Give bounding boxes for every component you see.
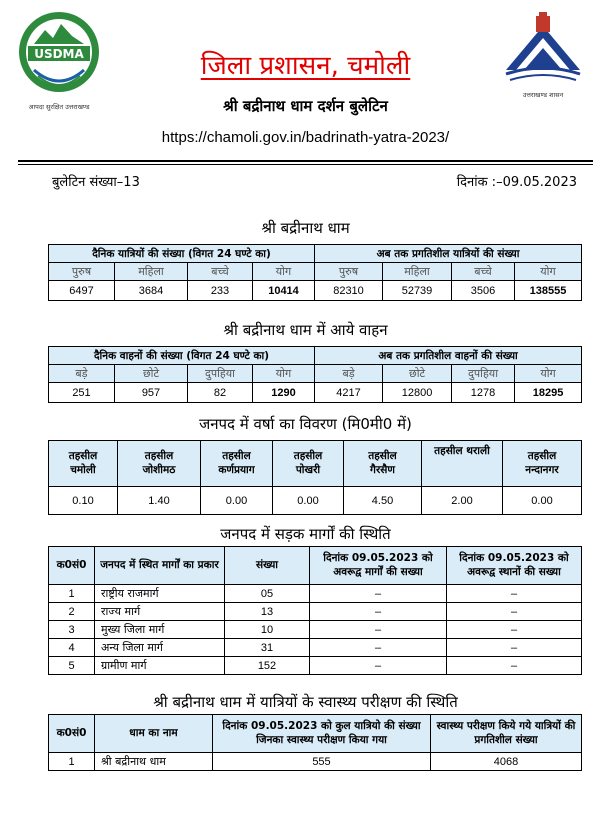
column-header: योग — [253, 263, 315, 281]
column-header: दुपहिया — [188, 365, 253, 383]
table-cell: 82 — [188, 383, 253, 403]
health-col-dham: धाम का नाम — [95, 715, 213, 753]
table-cell: 957 — [115, 383, 188, 403]
uttarakhand-caption: उत्तराखण्ड शासन — [522, 91, 564, 99]
roads-col-sno: क0सं0 — [49, 547, 95, 585]
column-header: बड़े — [49, 365, 115, 383]
table-cell: 0.00 — [201, 487, 273, 515]
column-header: बच्चे — [452, 263, 515, 281]
health-col-today: दिनांक 09.05.2023 को कुल यात्रियो की संख्या जिनका स्वास्थ्य परीक्षण किया गया — [213, 715, 431, 753]
rainfall-section-title: जनपद में वर्षा का विवरण (मि0मी0 में) — [199, 415, 412, 433]
bulletin-url[interactable]: https://chamoli.gov.in/badrinath-yatra-2023/ — [161, 129, 450, 146]
rainfall-col-chamoli: तहसील चमोली — [49, 441, 118, 487]
pilgrims-daily-header: दैनिक यात्रियों की संख्या (विगत 24 घण्टे का) — [49, 245, 315, 263]
table-cell-total: 18295 — [515, 383, 582, 403]
table-cell: 233 — [188, 281, 253, 301]
table-cell: 2.00 — [422, 487, 503, 515]
table-cell: 0.00 — [503, 487, 582, 515]
pilgrims-section-title: श्री बद्रीनाथ धाम — [261, 219, 350, 237]
table-cell: 1278 — [452, 383, 515, 403]
table-cell: 12800 — [383, 383, 452, 403]
vehicles-daily-header: दैनिक वाहनों की संख्या (विगत 24 घण्टे का) — [49, 347, 315, 365]
health-col-sno: क0सं0 — [49, 715, 95, 753]
rainfall-col-gairsain: तहसील गैरसैण — [344, 441, 422, 487]
column-header: बड़े — [315, 365, 383, 383]
rainfall-col-pokhari: तहसील पोखरी — [273, 441, 344, 487]
office-title: जिला प्रशासन, चमोली — [200, 51, 411, 81]
column-header: योग — [515, 263, 582, 281]
rainfall-col-tharali: तहसील थराली — [422, 441, 503, 487]
vehicles-section-title: श्री बद्रीनाथ धाम में आये वाहन — [223, 321, 388, 339]
column-header: महिला — [383, 263, 452, 281]
column-header: छोटे — [383, 365, 452, 383]
vehicles-table — [48, 346, 582, 403]
header-divider — [18, 160, 593, 162]
table-cell: 251 — [49, 383, 115, 403]
roads-section-title: जनपद में सड़क मार्गों की स्थिति — [220, 525, 391, 543]
bulletin-title: श्री बद्रीनाथ धाम दर्शन बुलेटिन — [223, 97, 388, 115]
table-cell-total: 1290 — [253, 383, 315, 403]
table-cell-total: 138555 — [515, 281, 582, 301]
rainfall-table — [48, 440, 582, 515]
table-row: 4 अन्य जिला मार्ग 31 – – — [49, 639, 582, 657]
table-row: 1 राष्ट्रीय राजमार्ग 05 – – — [49, 585, 582, 603]
column-header: योग — [515, 365, 582, 383]
table-cell: 3684 — [115, 281, 188, 301]
table-row: 3 मुख्य जिला मार्ग 10 – – — [49, 621, 582, 639]
table-cell: 52739 — [383, 281, 452, 301]
column-header: महिला — [115, 263, 188, 281]
roads-col-blocked-places: दिनांक 09.05.2023 को अवरूद्व स्थानों की सख्या — [447, 547, 582, 585]
table-row: 2 राज्य मार्ग 13 – – — [49, 603, 582, 621]
column-header: योग — [253, 365, 315, 383]
svg-text:USDMA: USDMA — [34, 47, 84, 61]
roads-table — [48, 546, 582, 675]
table-cell: 82310 — [315, 281, 383, 301]
column-header: पुरुष — [315, 263, 383, 281]
table-cell: 4.50 — [344, 487, 422, 515]
table-cell: 0.00 — [273, 487, 344, 515]
bulletin-number: बुलेटिन संख्या–13 — [52, 175, 140, 190]
pilgrims-table — [48, 244, 582, 301]
column-header: दुपहिया — [452, 365, 515, 383]
health-table — [48, 714, 582, 771]
rainfall-col-nandanagar: तहसील नन्दानगर — [503, 441, 582, 487]
rainfall-col-joshimath: तहसील जोशीमठ — [118, 441, 201, 487]
table-cell: 1.40 — [118, 487, 201, 515]
rainfall-col-karnaprayag: तहसील कर्णप्रयाग — [201, 441, 273, 487]
table-cell: 6497 — [49, 281, 115, 301]
bulletin-date: दिनांक :–09.05.2023 — [456, 175, 577, 190]
roads-col-count: संख्या — [225, 547, 310, 585]
header-divider-thin — [18, 164, 593, 165]
roads-col-type: जनपद में स्थित मार्गों का प्रकार — [95, 547, 225, 585]
table-row: 5 ग्रामीण मार्ग 152 – – — [49, 657, 582, 675]
roads-col-blocked-roads: दिनांक 09.05.2023 को अवरूद्व मार्गों की सख्या — [310, 547, 447, 585]
table-cell: 0.10 — [49, 487, 118, 515]
table-row: 1 श्री बद्रीनाथ धाम 555 4068 — [49, 753, 582, 771]
usdma-caption: आपदा सुरक्षित उत्तराखण्ड — [28, 103, 90, 111]
vehicles-cumulative-header: अब तक प्रगतिशील वाहनों की संख्या — [315, 347, 582, 365]
health-section-title: श्री बद्रीनाथ धाम में यात्रियों के स्वास्थ्य परीक्षण की स्थिति — [153, 693, 458, 711]
column-header: छोटे — [115, 365, 188, 383]
table-cell-total: 10414 — [253, 281, 315, 301]
table-cell: 3506 — [452, 281, 515, 301]
column-header: बच्चे — [188, 263, 253, 281]
column-header: पुरुष — [49, 263, 115, 281]
pilgrims-cumulative-header: अब तक प्रगतिशील यात्रियों की संख्या — [315, 245, 582, 263]
health-col-cumulative: स्वास्थ्य परीक्षण किये गये यात्रियों की प्रगतिशील संख्या — [431, 715, 582, 753]
table-cell: 4217 — [315, 383, 383, 403]
